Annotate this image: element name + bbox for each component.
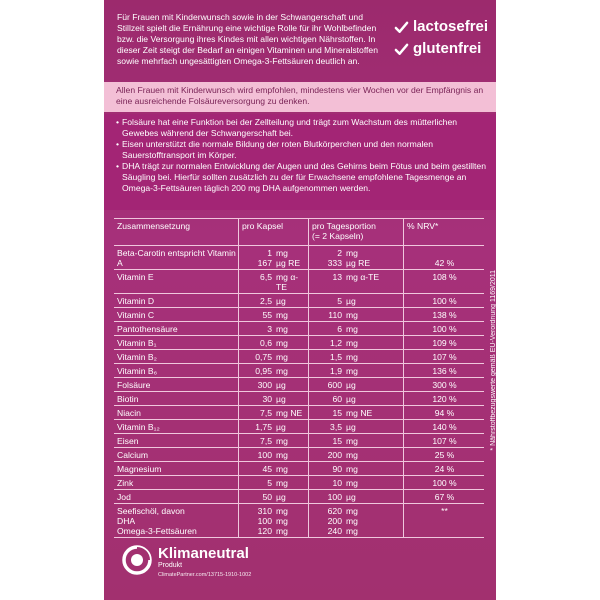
table-row: [114, 476, 484, 490]
per-capsule-unit: µg: [276, 296, 286, 306]
product-label: [104, 0, 506, 600]
per-day-cell: [309, 490, 404, 503]
nutrient-name: Vitamin D: [114, 294, 239, 307]
table-header: [114, 218, 484, 246]
per-day-value: 100: [327, 492, 342, 502]
per-capsule-cell: [239, 294, 309, 307]
per-day-value: 1,9: [330, 366, 342, 376]
nrv-value: 108 %: [432, 272, 457, 282]
per-capsule-cell: [239, 322, 309, 335]
table-row: [114, 378, 484, 392]
per-day-cell: [309, 378, 404, 391]
per-capsule-unit: µg: [276, 422, 286, 432]
nutrient-name: Jod: [114, 490, 239, 503]
badge-list: [394, 18, 494, 62]
per-day-cell: [309, 476, 404, 489]
per-capsule-value: 2,5: [260, 296, 272, 306]
climate-sub: Produkt: [158, 562, 183, 569]
per-capsule-value: 5: [267, 478, 272, 488]
per-day-value: 600: [327, 380, 342, 390]
header-nrv: % NRV*: [407, 221, 439, 231]
per-capsule-unit: µg: [276, 380, 286, 390]
per-day-unit: mg: [346, 450, 358, 460]
per-capsule-value: 30: [262, 394, 272, 404]
per-day-value: 6: [337, 324, 342, 334]
table-row: [114, 364, 484, 378]
per-capsule-value: 45: [262, 464, 272, 474]
per-day-unit: mg µg RE: [346, 248, 371, 268]
per-capsule-unit: mg α-TE: [276, 272, 299, 292]
per-day-value: 60: [332, 394, 342, 404]
header-per-capsule: pro Kapsel: [239, 219, 309, 245]
nrv-value: 300 %: [432, 380, 457, 390]
per-capsule-cell: [239, 336, 309, 349]
per-day-unit: mg: [346, 366, 358, 376]
per-capsule-value: 0,95: [255, 366, 272, 376]
per-capsule-cell: [239, 308, 309, 321]
per-capsule-unit: mg: [276, 464, 288, 474]
per-capsule-unit: mg: [276, 310, 288, 320]
nrv-value: 138 %: [432, 310, 457, 320]
per-day-value: 3,5: [330, 422, 342, 432]
recommendation-box: [104, 82, 496, 112]
table-row: [114, 294, 484, 308]
nrv-value: 107 %: [432, 436, 457, 446]
per-capsule-value: 7,5: [260, 436, 272, 446]
per-day-unit: mg: [346, 310, 358, 320]
per-day-cell: [309, 294, 404, 307]
per-capsule-cell: [239, 378, 309, 391]
per-capsule-cell: [239, 420, 309, 433]
per-day-cell: [309, 336, 404, 349]
nrv-value: 140 %: [432, 422, 457, 432]
per-day-value: 90: [332, 464, 342, 474]
per-day-value: 13: [332, 272, 342, 282]
table-body: [114, 246, 484, 538]
per-capsule-unit: mg: [276, 436, 288, 446]
per-capsule-cell: [239, 504, 309, 537]
nrv-value: 94 %: [434, 408, 455, 418]
per-day-cell: [309, 308, 404, 321]
badge-glutenfrei: [394, 40, 494, 58]
per-day-unit: mg: [346, 478, 358, 488]
climate-brand: Klimaneutral: [158, 545, 249, 562]
per-capsule-cell: [239, 270, 309, 293]
per-day-cell: [309, 434, 404, 447]
header-per-day: pro Tagesportion (= 2 Kapseln): [309, 219, 404, 245]
nutrient-name: Folsäure: [114, 378, 239, 391]
per-day-unit: µg: [346, 492, 356, 502]
nutrient-name: Vitamin B₁: [114, 336, 239, 349]
nutrient-name: Vitamin C: [114, 308, 239, 321]
table-row: [114, 490, 484, 504]
table-row: [114, 336, 484, 350]
badge-label: lactosefrei: [413, 18, 489, 35]
per-capsule-value: 7,5: [260, 408, 272, 418]
nrv-value: **: [441, 506, 448, 516]
nutrient-name: Calcium: [114, 448, 239, 461]
table-row: [114, 434, 484, 448]
per-day-cell: [309, 246, 404, 269]
nutrient-name: Pantothensäure: [114, 322, 239, 335]
table-row: [114, 350, 484, 364]
nrv-value: 100 %: [432, 296, 457, 306]
per-capsule-value: 0,6: [260, 338, 272, 348]
per-capsule-value: 1 167: [257, 248, 272, 268]
per-day-value: 15: [332, 436, 342, 446]
nutrient-name: Eisen: [114, 434, 239, 447]
per-day-cell: [309, 350, 404, 363]
per-capsule-cell: [239, 476, 309, 489]
per-capsule-unit: mg: [276, 352, 288, 362]
table-row: [114, 246, 484, 270]
per-capsule-cell: [239, 350, 309, 363]
per-capsule-unit: mg NE: [276, 408, 303, 418]
per-day-value: 5: [337, 296, 342, 306]
table-row: [114, 420, 484, 434]
per-day-value: 10: [332, 478, 342, 488]
nutrient-name: Vitamin B₆: [114, 364, 239, 377]
table-row: [114, 504, 484, 538]
per-day-cell: [309, 504, 404, 537]
badge-label: glutenfrei: [413, 40, 482, 57]
table-row: [114, 406, 484, 420]
footnote-nrv: * Nährstoffbezugswerte gemäß EU-Verordnung 1169/2011: [490, 270, 497, 451]
claim-folsaeure: • Folsäure hat eine Funktion bei der Zellteilung und trägt zum Wachstum des mütterlichen Gewebes während der Schwangerschaft bei.: [116, 117, 488, 139]
per-capsule-value: 1,75: [255, 422, 272, 432]
per-day-unit: µg: [346, 296, 356, 306]
nutrient-name: Niacin: [114, 406, 239, 419]
check-icon: [394, 42, 409, 57]
per-day-value: 110: [328, 310, 342, 320]
nrv-value: 42 %: [434, 258, 455, 268]
nrv-value: 109 %: [432, 338, 457, 348]
per-day-unit: mg NE: [346, 408, 373, 418]
per-capsule-cell: [239, 246, 309, 269]
per-capsule-cell: [239, 448, 309, 461]
nutrient-name: Vitamin B₂: [114, 350, 239, 363]
per-capsule-value: 55: [262, 310, 272, 320]
per-day-unit: µg: [346, 422, 356, 432]
per-capsule-unit: mg: [276, 324, 288, 334]
per-day-unit: mg: [346, 338, 358, 348]
per-capsule-unit: mg mg mg: [276, 506, 288, 536]
per-capsule-value: 50: [262, 492, 272, 502]
per-capsule-value: 300: [257, 380, 272, 390]
table-row: [114, 322, 484, 336]
climate-badge: [122, 545, 251, 579]
per-day-value: 1,2: [330, 338, 342, 348]
climate-id: ClimatePartner.com/13715-1910-1002: [158, 572, 252, 578]
per-capsule-unit: mg: [276, 366, 288, 376]
per-day-unit: µg: [346, 394, 356, 404]
per-day-unit: µg: [346, 380, 356, 390]
per-capsule-cell: [239, 490, 309, 503]
per-day-cell: [309, 392, 404, 405]
nrv-value: 136 %: [432, 366, 457, 376]
per-day-unit: mg: [346, 324, 358, 334]
claim-eisen: • Eisen unterstützt die normale Bildung der roten Blutkörperchen und den normalen Sauerstofftransport im Körper.: [116, 139, 488, 161]
per-day-cell: [309, 420, 404, 433]
per-capsule-unit: mg: [276, 338, 288, 348]
per-capsule-unit: µg: [276, 492, 286, 502]
badge-lactosefrei: [394, 18, 494, 36]
per-day-unit: mg α-TE: [346, 272, 380, 282]
climate-neutral-icon: [122, 545, 152, 575]
per-capsule-value: 3: [267, 324, 272, 334]
per-capsule-cell: [239, 406, 309, 419]
nutrient-name: Seefischöl, davon DHA Omega-3-Fettsäuren: [114, 504, 239, 537]
per-day-value: 620 200 240: [327, 506, 342, 536]
nrv-value: 107 %: [432, 352, 457, 362]
claims-list: [104, 114, 496, 210]
per-day-cell: [309, 322, 404, 335]
per-day-value: 2 333: [327, 248, 342, 268]
per-day-unit: mg: [346, 436, 358, 446]
per-capsule-cell: [239, 364, 309, 377]
nutrient-name: Vitamin B₁₂: [114, 420, 239, 433]
check-icon: [394, 20, 409, 35]
intro-text: Für Frauen mit Kinderwunsch sowie in der Schwangerschaft und Stillzeit spielt die Ernährung eine wichtige Rolle für ihr Wohlbefinden bzw. die Versorgung ihres Kindes mit allen wichtigen Nährstoffen. In dieser Zeit steigt der Bedarf an einigen Vitaminen und Mineralstoffen sowie mehrfach ungesättigten Omega-3-Fettsäuren deutlich an.: [117, 12, 378, 66]
table-row: [114, 270, 484, 294]
per-day-unit: mg: [346, 352, 358, 362]
per-capsule-unit: mg: [276, 478, 288, 488]
per-capsule-cell: [239, 462, 309, 475]
footnotes: [490, 270, 506, 545]
per-day-cell: [309, 270, 404, 293]
per-day-unit: mg mg mg: [346, 506, 358, 536]
per-capsule-unit: µg: [276, 394, 286, 404]
table-row: [114, 462, 484, 476]
per-capsule-cell: [239, 434, 309, 447]
nutrient-name: Beta-Carotin entspricht Vitamin A: [114, 246, 239, 269]
header-composition: Zusammensetzung: [114, 219, 239, 245]
nutrient-name: Biotin: [114, 392, 239, 405]
per-day-unit: mg: [346, 464, 358, 474]
nrv-value: 100 %: [432, 478, 457, 488]
claim-dha: • DHA trägt zur normalen Entwicklung der Augen und des Gehirns beim Fötus und beim gestillten Säugling bei. Hierfür sollten zusätzlich zu der für Erwachsene empfohlene Tagesmenge an Omega-3-Fettsäuren täglich 200 mg DHA aufgenommen werden.: [116, 161, 488, 194]
table-row: [114, 308, 484, 322]
footnote-no-nrv: ** keine Nährstoffbezugswerte vorhanden: [499, 270, 506, 400]
per-day-cell: [309, 406, 404, 419]
per-capsule-unit: mg µg RE: [276, 248, 301, 268]
per-day-cell: [309, 462, 404, 475]
table-row: [114, 392, 484, 406]
per-day-value: 15: [332, 408, 342, 418]
per-capsule-value: 0,75: [255, 352, 272, 362]
nrv-value: 24 %: [434, 464, 455, 474]
per-capsule-value: 100: [257, 450, 272, 460]
per-capsule-unit: mg: [276, 450, 288, 460]
nrv-value: 100 %: [432, 324, 457, 334]
nutrient-name: Vitamin E: [114, 270, 239, 293]
nutrient-name: Zink: [114, 476, 239, 489]
per-day-cell: [309, 364, 404, 377]
per-capsule-value: 310 100 120: [257, 506, 272, 536]
nutrient-name: Magnesium: [114, 462, 239, 475]
table-row: [114, 448, 484, 462]
nrv-value: 25 %: [434, 450, 455, 460]
per-day-cell: [309, 448, 404, 461]
nrv-value: 120 %: [432, 394, 457, 404]
per-capsule-value: 6,5: [260, 272, 272, 282]
nrv-value: 67 %: [434, 492, 455, 502]
per-day-value: 200: [327, 450, 342, 460]
nutrition-table: [114, 218, 484, 538]
per-capsule-cell: [239, 392, 309, 405]
recommendation-text: Allen Frauen mit Kinderwunsch wird empfohlen, mindestens vier Wochen vor der Empfängnis an eine ausreichende Folsäureversorgung zu denken.: [116, 85, 484, 106]
per-day-value: 1,5: [330, 352, 342, 362]
